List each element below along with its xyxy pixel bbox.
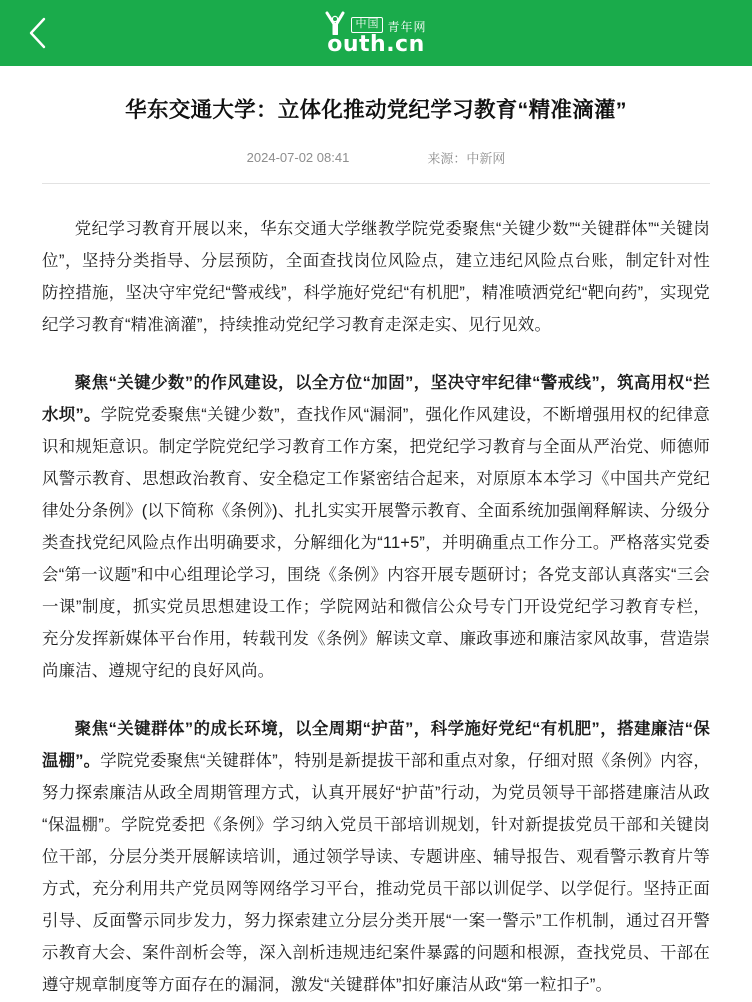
article-paragraph (42, 342, 710, 688)
paragraph-text: 党纪学习教育开展以来，华东交通大学继教学院党委聚焦“关键少数”“关键群体”“关键岗位”，坚持分类指导、分层预防，全面查找岗位风险点，建立违纪风险点台账，制定针对性防控措施，坚决守牢党纪“警戒线”，科学施好党纪“有机肥”，精准喷洒党纪“靶向药”，实现党纪学习教育“精准滴灌”，持续推动党纪学习教育走深走实、见行见效。 (42, 220, 710, 335)
paragraph-text: 学院党委聚焦“关键群体”，特别是新提拔干部和重点对象，仔细对照《条例》内容，努力探索廉洁从政全周期管理方式，认真开展好“护苗”行动，为党员领导干部搭建廉洁从政“保温棚”。学院党委把《条例》学习纳入党员干部培训规划，针对新提拔党员干部和关键岗位干部，分层分类开展解读培训，通过领学导读、专题讲座、辅导报告、观看警示教育片等方式，充分利用共产党员网等网络学习平台，推动党员干部以训促学、以学促行。坚持正面引导、反面警示同步发力，努力探索建立分层分类开展“一案一警示”工作机制，通过召开警示教育大会、案件剖析会等，深入剖析违规违纪案件暴露的问题和根源，查找党员、干部在遵守规章制度等方面存在的漏洞，激发“关键群体”扣好廉洁从政“第一粒扣子”。 (42, 752, 711, 994)
article-meta (40, 148, 712, 183)
paragraph-text: 学院党委聚焦“关键少数”，查找作风“漏洞”，强化作风建设，不断增强用权的纪律意识和规矩意识。制定学院党纪学习教育工作方案，把党纪学习教育与全面从严治党、师德师风警示教育、思想政治教育、安全稳定工作紧密结合起来，对原原本本学习《中国共产党纪律处分条例》(以下简称《条例》)、扎扎实实开展警示教育、全面系统加强阐释解读、分级分类查找党纪风险点作出明确要求，分解细化为“11+5”，并明确重点工作分工。严格落实党委会“第一议题”和中心组理论学习，围绕《条例》内容开展专题研讨；各党支部认真落实“三会一课”制度，抓实党员思想建设工作；学院网站和微信公众号专门开设党纪学习教育专栏，充分发挥新媒体平台作用，转载刊发《条例》解读文章、廉政事迹和廉洁家风故事，营造崇尚廉洁、遵规守纪的良好风尚。 (42, 406, 710, 681)
logo-y-mark (325, 11, 345, 33)
publish-date: 2024-07-02 08:41 (246, 150, 350, 166)
paragraph-lead: 聚焦“关键群体”的成长环境，以全周期“护苗”，科学施好党纪“有机肥”，搭建廉洁“保温棚”。 (42, 720, 710, 771)
logo-label-cn2: 青年网 (387, 19, 427, 34)
site-logo[interactable] (325, 11, 426, 56)
back-button[interactable] (24, 15, 52, 51)
logo-label-cn: 中国 (351, 17, 383, 33)
logo-wordmark: outh.cn (327, 31, 425, 57)
article-container (0, 66, 752, 1002)
article-paragraph (42, 184, 710, 342)
top-navigation-bar (0, 0, 752, 66)
paragraph-lead: 聚焦“关键少数”的作风建设，以全方位“加固”，坚决守牢纪律“警戒线”，筑高用权“拦水坝”。 (42, 374, 710, 425)
article-paragraph (42, 688, 710, 1002)
article-source: 来源：中新网 (427, 151, 506, 167)
article-body (40, 184, 712, 1002)
page-title: 华东交通大学：立体化推动党纪学习教育“精准滴灌” (125, 98, 627, 122)
chevron-left-icon (27, 16, 49, 50)
